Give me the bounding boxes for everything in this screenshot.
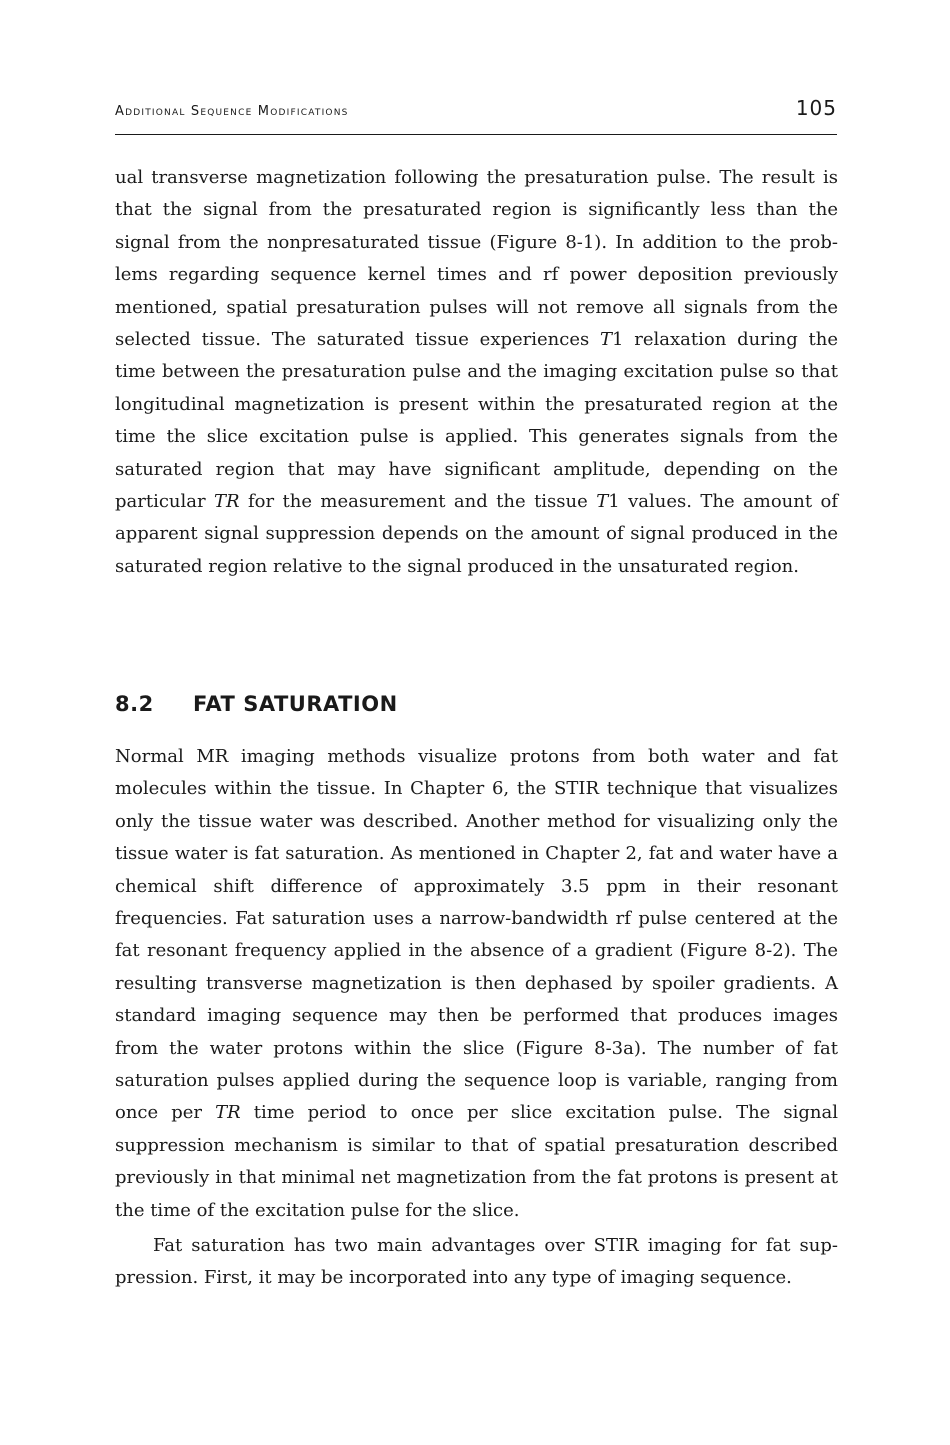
paragraph (115, 162, 838, 583)
paragraph-text: 1 relaxation during the time between the presaturation pulse and the imaging excitation pulse so that longitudinal magnetization is present within the presaturated region at the time the slice excitation pulse is applied. This generates signals from the saturated region that may have significant amplitude, depending on the particular (115, 329, 838, 513)
paragraph-text: ual transverse magnetization following the presaturation pulse. The result is that the signal from the presaturated region is significantly less than the signal from the nonpresaturated tissue (Figure 8-1). In addition to the problems regarding sequence kernel times and rf power deposition previously mentioned, spatial presaturation pulses will not remove all signals from the selected tissue. The saturated tissue experiences (115, 167, 838, 351)
t1-symbol: T (600, 329, 613, 351)
paragraph (115, 1230, 838, 1295)
tr-symbol: TR (215, 1102, 241, 1124)
running-header (115, 96, 837, 135)
paragraph (115, 741, 838, 1227)
section-title: FAT SATURATION (193, 692, 398, 716)
tr-symbol: TR (214, 491, 240, 513)
t1-symbol: T (596, 491, 609, 513)
running-title: Additional Sequence Modifications (115, 104, 349, 119)
paragraph-text: time period to once per slice excitation pulse. The signal suppression mechanism is similar to that of spatial presaturation described previously in that minimal net magnetization from the fat protons is present at the time of the excitation pulse for the slice. (115, 1102, 838, 1221)
paragraph-text: 1 values. The amount of apparent signal suppression depends on the amount of signal produced in the saturated region relative to the signal produced in the unsaturated region. (115, 491, 838, 577)
paragraph-text: for the measurement and the tissue (239, 491, 597, 513)
page-number: 105 (795, 96, 837, 120)
section-heading (115, 692, 398, 716)
paragraph-text: Fat saturation has two main advantages over STIR imaging for fat suppression. First, it may be incorporated into any type of imaging sequence. (115, 1235, 838, 1289)
section-number: 8.2 (115, 692, 154, 716)
paragraph-text: Normal MR imaging methods visualize protons from both water and fat molecules within the tissue. In Chapter 6, the STIR technique that visualizes only the tissue water was described. Another method for visualizing only the tissue water is fat saturation. As mentioned in Chapter 2, fat and water have a chemical shift difference of approximately 3.5 ppm in their resonant frequencies. Fat saturation uses a narrow-bandwidth rf pulse centered at the fat resonant frequency applied in the absence of a gradient (Figure 8-2). The resulting transverse magnetization is then dephased by spoiler gradients. A standard imaging sequence may then be performed that produces images from the water protons within the slice (Figure 8-3a). The number of fat saturation pulses applied during the sequence loop is variable, ranging from once per (115, 746, 838, 1124)
